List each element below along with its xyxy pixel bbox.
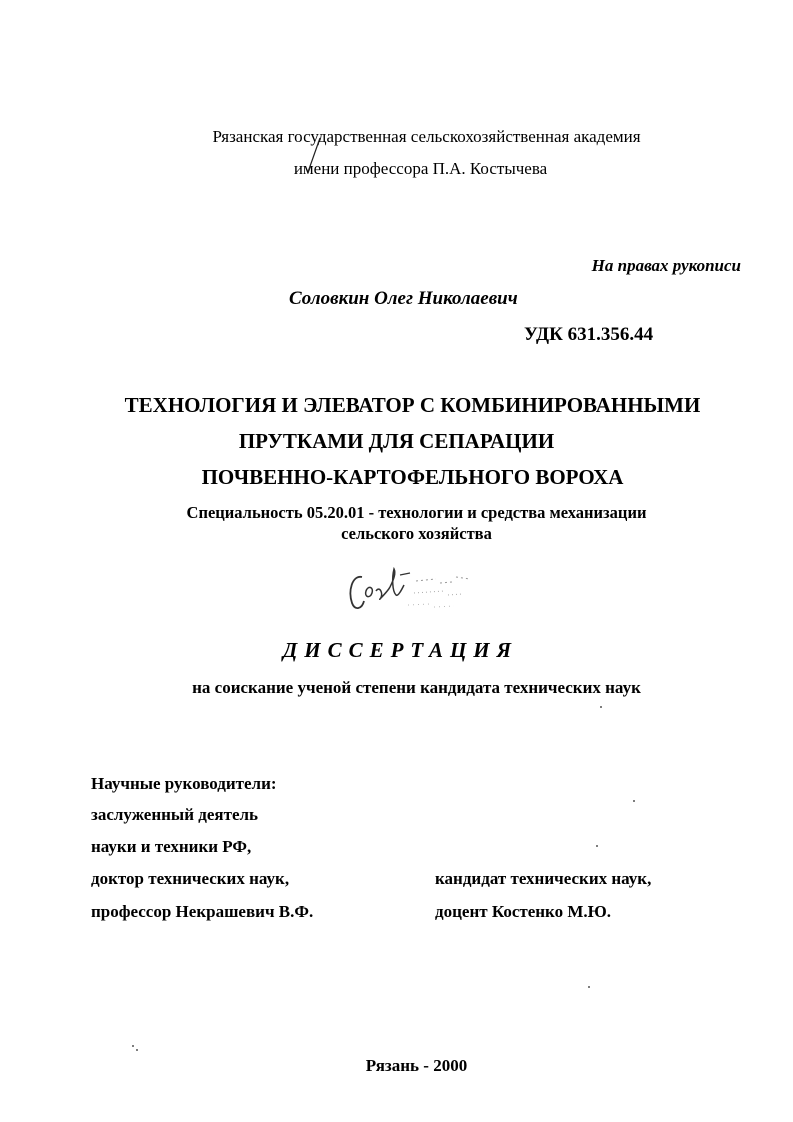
scan-speck: [132, 1045, 134, 1047]
advisor-1-line-3: доктор технических наук,: [91, 869, 290, 888]
degree-line: на соискание ученой степени кандидата технических наук: [192, 678, 641, 697]
advisor-1-line-4: профессор Некрашевич В.Ф.: [91, 902, 314, 921]
institution-line-1: Рязанская государственная сельскохозяйственная академия: [212, 127, 641, 146]
title-line-1: ТЕХНОЛОГИЯ И ЭЛЕВАТОР С КОМБИНИРОВАННЫМИ: [124, 393, 701, 417]
handwritten-signature-stamp: [344, 561, 504, 617]
advisor-1-line-2: науки и техники РФ,: [91, 837, 252, 856]
specialty-line-1: Специальность 05.20.01 - технологии и средства механизации: [186, 503, 647, 522]
udk-code: УДК 631.356.44: [524, 324, 654, 345]
advisor-2-line-2: доцент Костенко М.Ю.: [435, 902, 612, 921]
institution-line-2: имени профессора П.А. Костычева: [293, 159, 548, 178]
scan-speck: [596, 845, 598, 847]
title-line-2: ПРУТКАМИ ДЛЯ СЕПАРАЦИИ: [238, 429, 555, 453]
scan-speck: [633, 800, 635, 802]
advisor-1-line-1: заслуженный деятель: [91, 805, 259, 824]
city-year: Рязань - 2000: [365, 1056, 468, 1075]
advisor-2-line-1: кандидат технических наук,: [435, 869, 652, 888]
scan-speck: [588, 986, 590, 988]
scan-speck: [136, 1049, 138, 1051]
author-name: Соловкин Олег Николаевич: [289, 288, 518, 309]
manuscript-note: На правах рукописи: [591, 256, 741, 275]
pen-mark: [300, 136, 330, 176]
document-type: ДИССЕРТАЦИЯ: [282, 638, 519, 662]
scan-speck: [600, 706, 602, 708]
advisors-heading: Научные руководители:: [91, 774, 277, 793]
specialty-line-2: сельского хозяйства: [341, 524, 492, 543]
title-line-3: ПОЧВЕННО-КАРТОФЕЛЬНОГО ВОРОХА: [201, 465, 624, 489]
